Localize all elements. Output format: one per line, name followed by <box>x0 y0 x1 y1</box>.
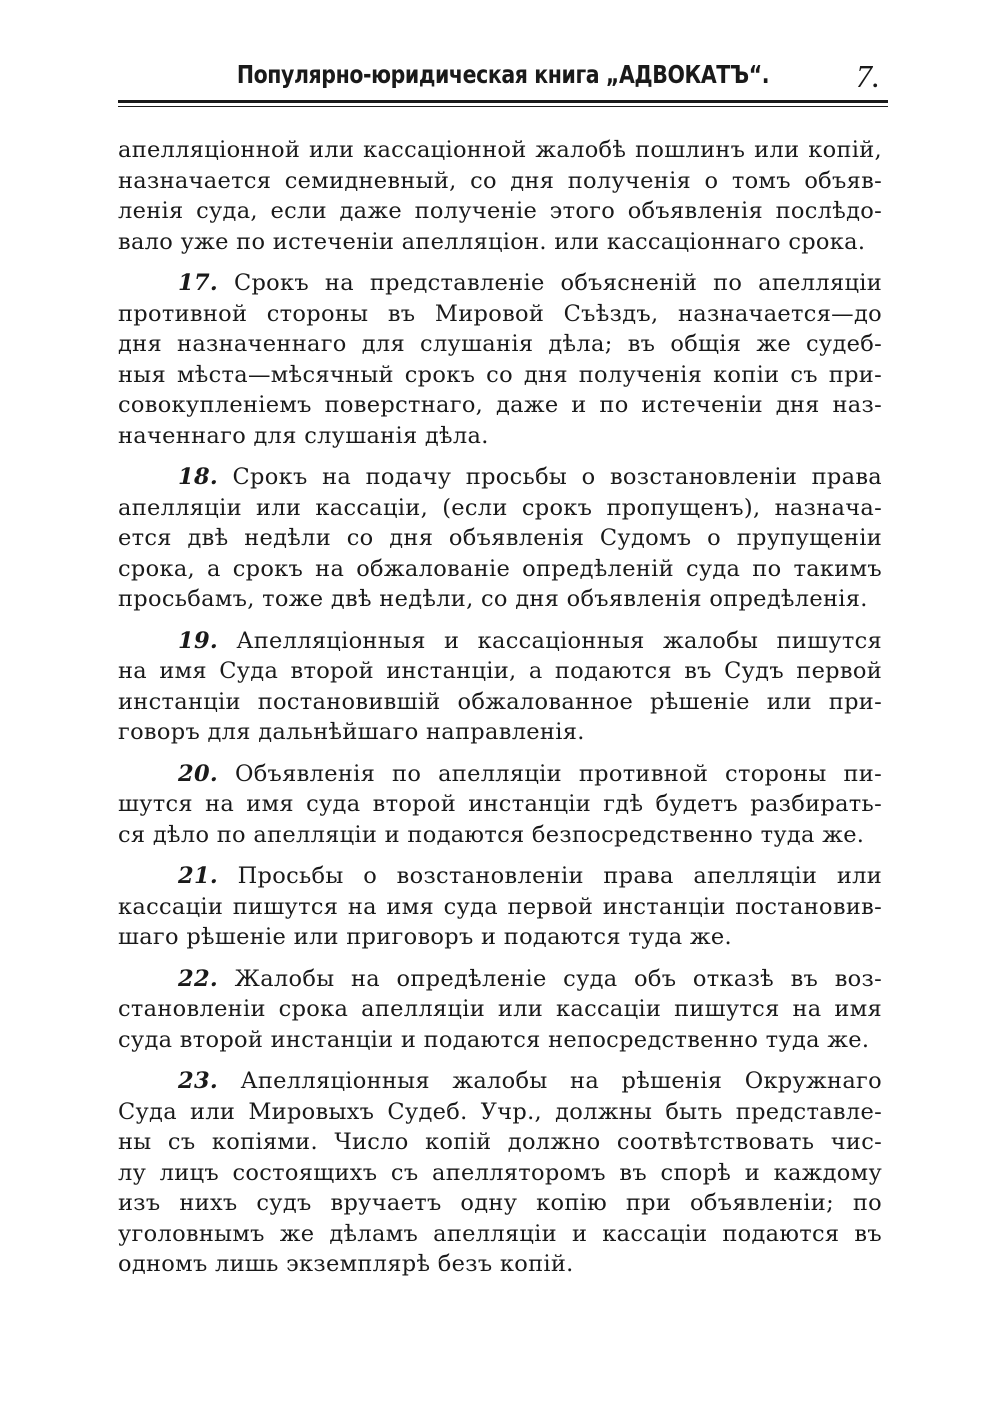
text-line: говоръ для дальнѣйшаго направленія. <box>118 719 585 745</box>
text-line: лу лицъ состоящихъ съ апелляторомъ въ спорѣ и каждому <box>118 1159 882 1186</box>
text-line <box>118 759 882 790</box>
running-header-title: Популярно-юридическая книга „АДВОКАТЪ“. <box>236 60 770 89</box>
text-line <box>118 1066 882 1097</box>
paragraph-21 <box>118 861 882 953</box>
text-line: кассаціи пишутся на имя суда первой инстанціи постановив- <box>118 893 882 920</box>
text-line-content: Апелляціонныя и кассаціонныя жалобы пишутся <box>236 627 883 654</box>
text-line: шутся на имя суда второй инстанціи гдѣ будетъ разбирать- <box>118 791 882 817</box>
text-line: шаго рѣшеніе или приговоръ и подаются туда же. <box>118 924 732 950</box>
header-rule-thick <box>118 100 888 103</box>
paragraph-22 <box>118 964 882 1056</box>
text-line-content: Апелляціонныя жалобы на рѣшенія Окружнаго <box>240 1068 882 1094</box>
text-line-content: Срокъ на представленіе объясненій по апелляціи <box>233 270 883 296</box>
text-line: инстанціи постановившій обжалованное рѣшеніе или при- <box>118 688 882 715</box>
text-line: изъ нихъ судъ вручаетъ одну копію при объявленіи; по <box>118 1190 882 1216</box>
text-line: дня назначеннаго для слушанія дѣла; въ общія же судеб- <box>118 331 882 357</box>
text-line: апелляціи или кассаціи, (если срокъ пропущенъ), назнача- <box>118 494 882 521</box>
text-line: назначается семидневный, со дня полученія о томъ объяв- <box>118 167 882 194</box>
paragraph-number: 19. <box>178 627 219 654</box>
text-line: совокупленіемъ поверстнаго, даже и по истеченіи дня наз- <box>118 392 882 418</box>
text-line: апелляціонной или кассаціонной жалобѣ пошлинъ или копій, <box>118 137 882 163</box>
text-line <box>118 268 882 299</box>
paragraph-23 <box>118 1066 882 1280</box>
paragraph-number: 21. <box>178 863 219 889</box>
page-number: 7. <box>856 58 880 94</box>
paragraph-17 <box>118 268 882 451</box>
text-line: противной стороны въ Мировой Съѣздъ, назначается—до <box>118 300 882 327</box>
text-line <box>118 964 882 995</box>
text-line: ныя мѣста—мѣсячный срокъ со дня полученія копіи съ при- <box>118 361 882 388</box>
text-line: просьбамъ, тоже двѣ недѣли, со дня объявленія опредѣленія. <box>118 586 868 612</box>
header-rule-thin <box>118 106 888 107</box>
body-text <box>118 135 882 1280</box>
paragraph-19 <box>118 626 882 748</box>
text-line: одномъ лишь экземплярѣ безъ копій. <box>118 1251 574 1277</box>
running-header <box>118 58 888 98</box>
text-line: срока, а срокъ на обжалованіе опредѣленій суда по такимъ <box>118 555 882 582</box>
text-line-content: Просьбы о возстановленіи права апелляціи или <box>237 863 883 889</box>
text-line: вало уже по истеченіи апелляціон. или кассаціоннаго срока. <box>118 228 866 255</box>
text-line: ется двѣ недѣли со дня объявленія Судомъ о прупущеніи <box>118 525 882 551</box>
text-line: ны съ копіями. Число копій должно соотвѣтствовать чис- <box>118 1129 882 1155</box>
paragraph-number: 18. <box>178 464 219 490</box>
text-line: ся дѣло по апелляціи и подаются безпосредственно туда же. <box>118 821 865 848</box>
text-line-content: Объявленія по апелляціи противной стороны пи- <box>234 760 882 787</box>
paragraph-number: 17. <box>178 270 219 296</box>
text-line: Суда или Мировыхъ Судеб. Учр., должны быть представле- <box>118 1098 882 1125</box>
text-line-content: Срокъ на подачу просьбы о возстановленіи права <box>232 464 882 490</box>
paragraph-continuation <box>118 135 882 257</box>
text-line: суда второй инстанціи и подаются непосредственно туда же. <box>118 1026 870 1053</box>
text-line <box>118 626 882 657</box>
paragraph-18 <box>118 462 882 615</box>
text-line <box>118 861 882 892</box>
text-line: становленіи срока апелляціи или кассаціи пишутся на имя <box>118 996 882 1022</box>
text-line: ленія суда, если даже полученіе этого объявленія послѣдо- <box>118 198 882 224</box>
text-line <box>118 462 882 493</box>
text-line-content: Жалобы на опредѣленіе суда объ отказѣ въ воз- <box>234 965 882 992</box>
paragraph-number: 20. <box>178 760 219 787</box>
paragraph-number: 22. <box>178 965 219 992</box>
paragraph-20 <box>118 759 882 851</box>
text-line: наченнаго для слушанія дѣла. <box>118 422 489 449</box>
text-line: на имя Суда второй инстанціи, а подаются въ Судъ первой <box>118 658 882 684</box>
text-line: уголовнымъ же дѣламъ апелляціи и кассаціи подаются въ <box>118 1220 882 1247</box>
paragraph-number: 23. <box>178 1068 219 1094</box>
